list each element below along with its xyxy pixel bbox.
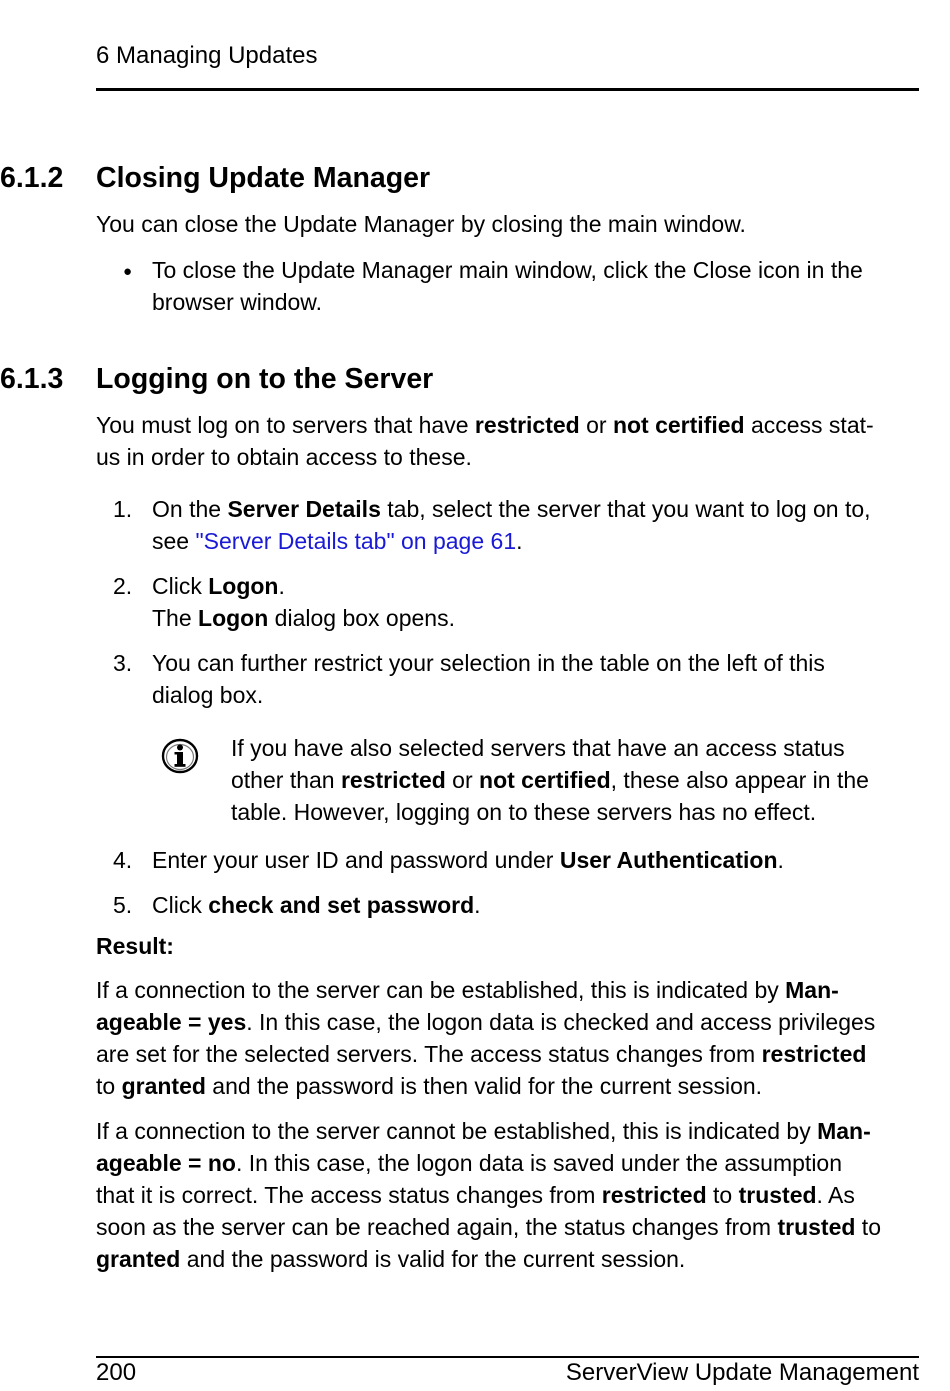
bold-term: Server Details [227, 496, 381, 522]
text-run: other than [231, 767, 341, 793]
text-run: If a connection to the server cannot be established, this is indicated by [96, 1118, 818, 1144]
step-number: 1. [113, 496, 133, 522]
bold-term: granted [96, 1246, 181, 1272]
section-intro [96, 409, 916, 473]
bold-term: granted [121, 1073, 206, 1099]
text-run: You can further restrict your selection in the table on the left of this [152, 650, 825, 676]
result-paragraph-1 [96, 974, 916, 1102]
text-run: . As [816, 1182, 855, 1208]
bold-term: restricted [761, 1041, 867, 1067]
product-name: ServerView Update Management [565, 1359, 919, 1386]
text-run: tab, select the server that you want to log on to, [380, 496, 871, 522]
text-run: are set for the selected servers. The access status changes from [96, 1041, 762, 1067]
text-run: . [516, 528, 523, 554]
section-title: Logging on to the Server [96, 363, 434, 395]
section-number: 6.1.3 [0, 363, 64, 395]
bold-term: trusted [738, 1182, 817, 1208]
bold-term: check and set password [208, 892, 475, 918]
text-run: and the password is valid for the current session. [180, 1246, 686, 1272]
step-3 [152, 647, 922, 711]
text-run: If you have also selected servers that have an access status [231, 735, 845, 761]
text-run: On the [152, 496, 228, 522]
text-run: to [96, 1073, 122, 1099]
text-run: see [152, 528, 196, 554]
header-rule [96, 88, 919, 91]
bullet-line: browser window. [152, 289, 323, 315]
running-header: 6 Managing Updates [96, 42, 318, 69]
step-number: 3. [113, 650, 133, 676]
bold-term: restricted [474, 412, 580, 438]
text-run: dialog box opens. [268, 605, 455, 631]
text-run: The [152, 605, 199, 631]
bold-term: restricted [601, 1182, 707, 1208]
text-run: or [579, 412, 613, 438]
step-4 [152, 844, 922, 876]
text-run: Click [152, 573, 209, 599]
text-run: to [855, 1214, 881, 1240]
note-text [231, 732, 921, 828]
result-paragraph-2 [96, 1115, 916, 1275]
bold-term: Man- [785, 977, 839, 1003]
step-number: 5. [113, 892, 133, 918]
bold-term: User Authentication [559, 847, 778, 873]
text-run: access stat- [744, 412, 874, 438]
bold-term: Logon [208, 573, 279, 599]
bold-term: not certified [612, 412, 745, 438]
bold-term: Logon [198, 605, 269, 631]
section-intro: You can close the Update Manager by closing the main window. [96, 211, 746, 237]
section-number: 6.1.2 [0, 162, 64, 194]
text-run: . [777, 847, 784, 873]
bullet-icon: ● [123, 263, 133, 280]
step-2 [152, 570, 922, 634]
text-run: . In this case, the logon data is checked and access privileges [246, 1009, 876, 1035]
text-run: that it is correct. The access status changes from [96, 1182, 602, 1208]
result-label: Result: [96, 933, 174, 959]
step-number: 2. [113, 573, 133, 599]
bold-term: trusted [777, 1214, 856, 1240]
section-title: Closing Update Manager [96, 162, 431, 194]
text-run: and the password is then valid for the current session. [205, 1073, 763, 1099]
text-run: . In this case, the logon data is saved under the assumption [235, 1150, 843, 1176]
text-run: . [278, 573, 285, 599]
page-number: 200 [96, 1359, 137, 1386]
text-run: or [445, 767, 480, 793]
text-run: dialog box. [152, 682, 264, 708]
text-run: You must log on to servers that have [96, 412, 475, 438]
text-run: us in order to obtain access to these. [96, 444, 472, 470]
text-run: , these also appear in the [610, 767, 869, 793]
step-number: 4. [113, 847, 133, 873]
bold-term: Man- [817, 1118, 871, 1144]
text-run: to [706, 1182, 739, 1208]
bold-term: not certified [479, 767, 611, 793]
text-run: Click [152, 892, 209, 918]
text-run: table. However, logging on to these servers has no effect. [231, 799, 817, 825]
text-run: soon as the server can be reached again, the status changes from [96, 1214, 778, 1240]
bullet-item [152, 254, 922, 318]
step-5 [152, 889, 922, 921]
step-1 [152, 493, 922, 557]
text-run: If a connection to the server can be established, this is indicated by [96, 977, 786, 1003]
bold-term: ageable = no [96, 1150, 236, 1176]
bullet-line: To close the Update Manager main window, click the Close icon in the [152, 257, 863, 283]
bold-term: restricted [340, 767, 446, 793]
info-icon [160, 736, 200, 776]
text-run: . [474, 892, 481, 918]
text-run: Enter your user ID and password under [152, 847, 560, 873]
server-details-link[interactable]: "Server Details tab" on page 61 [195, 528, 517, 554]
bold-term: ageable = yes [96, 1009, 247, 1035]
